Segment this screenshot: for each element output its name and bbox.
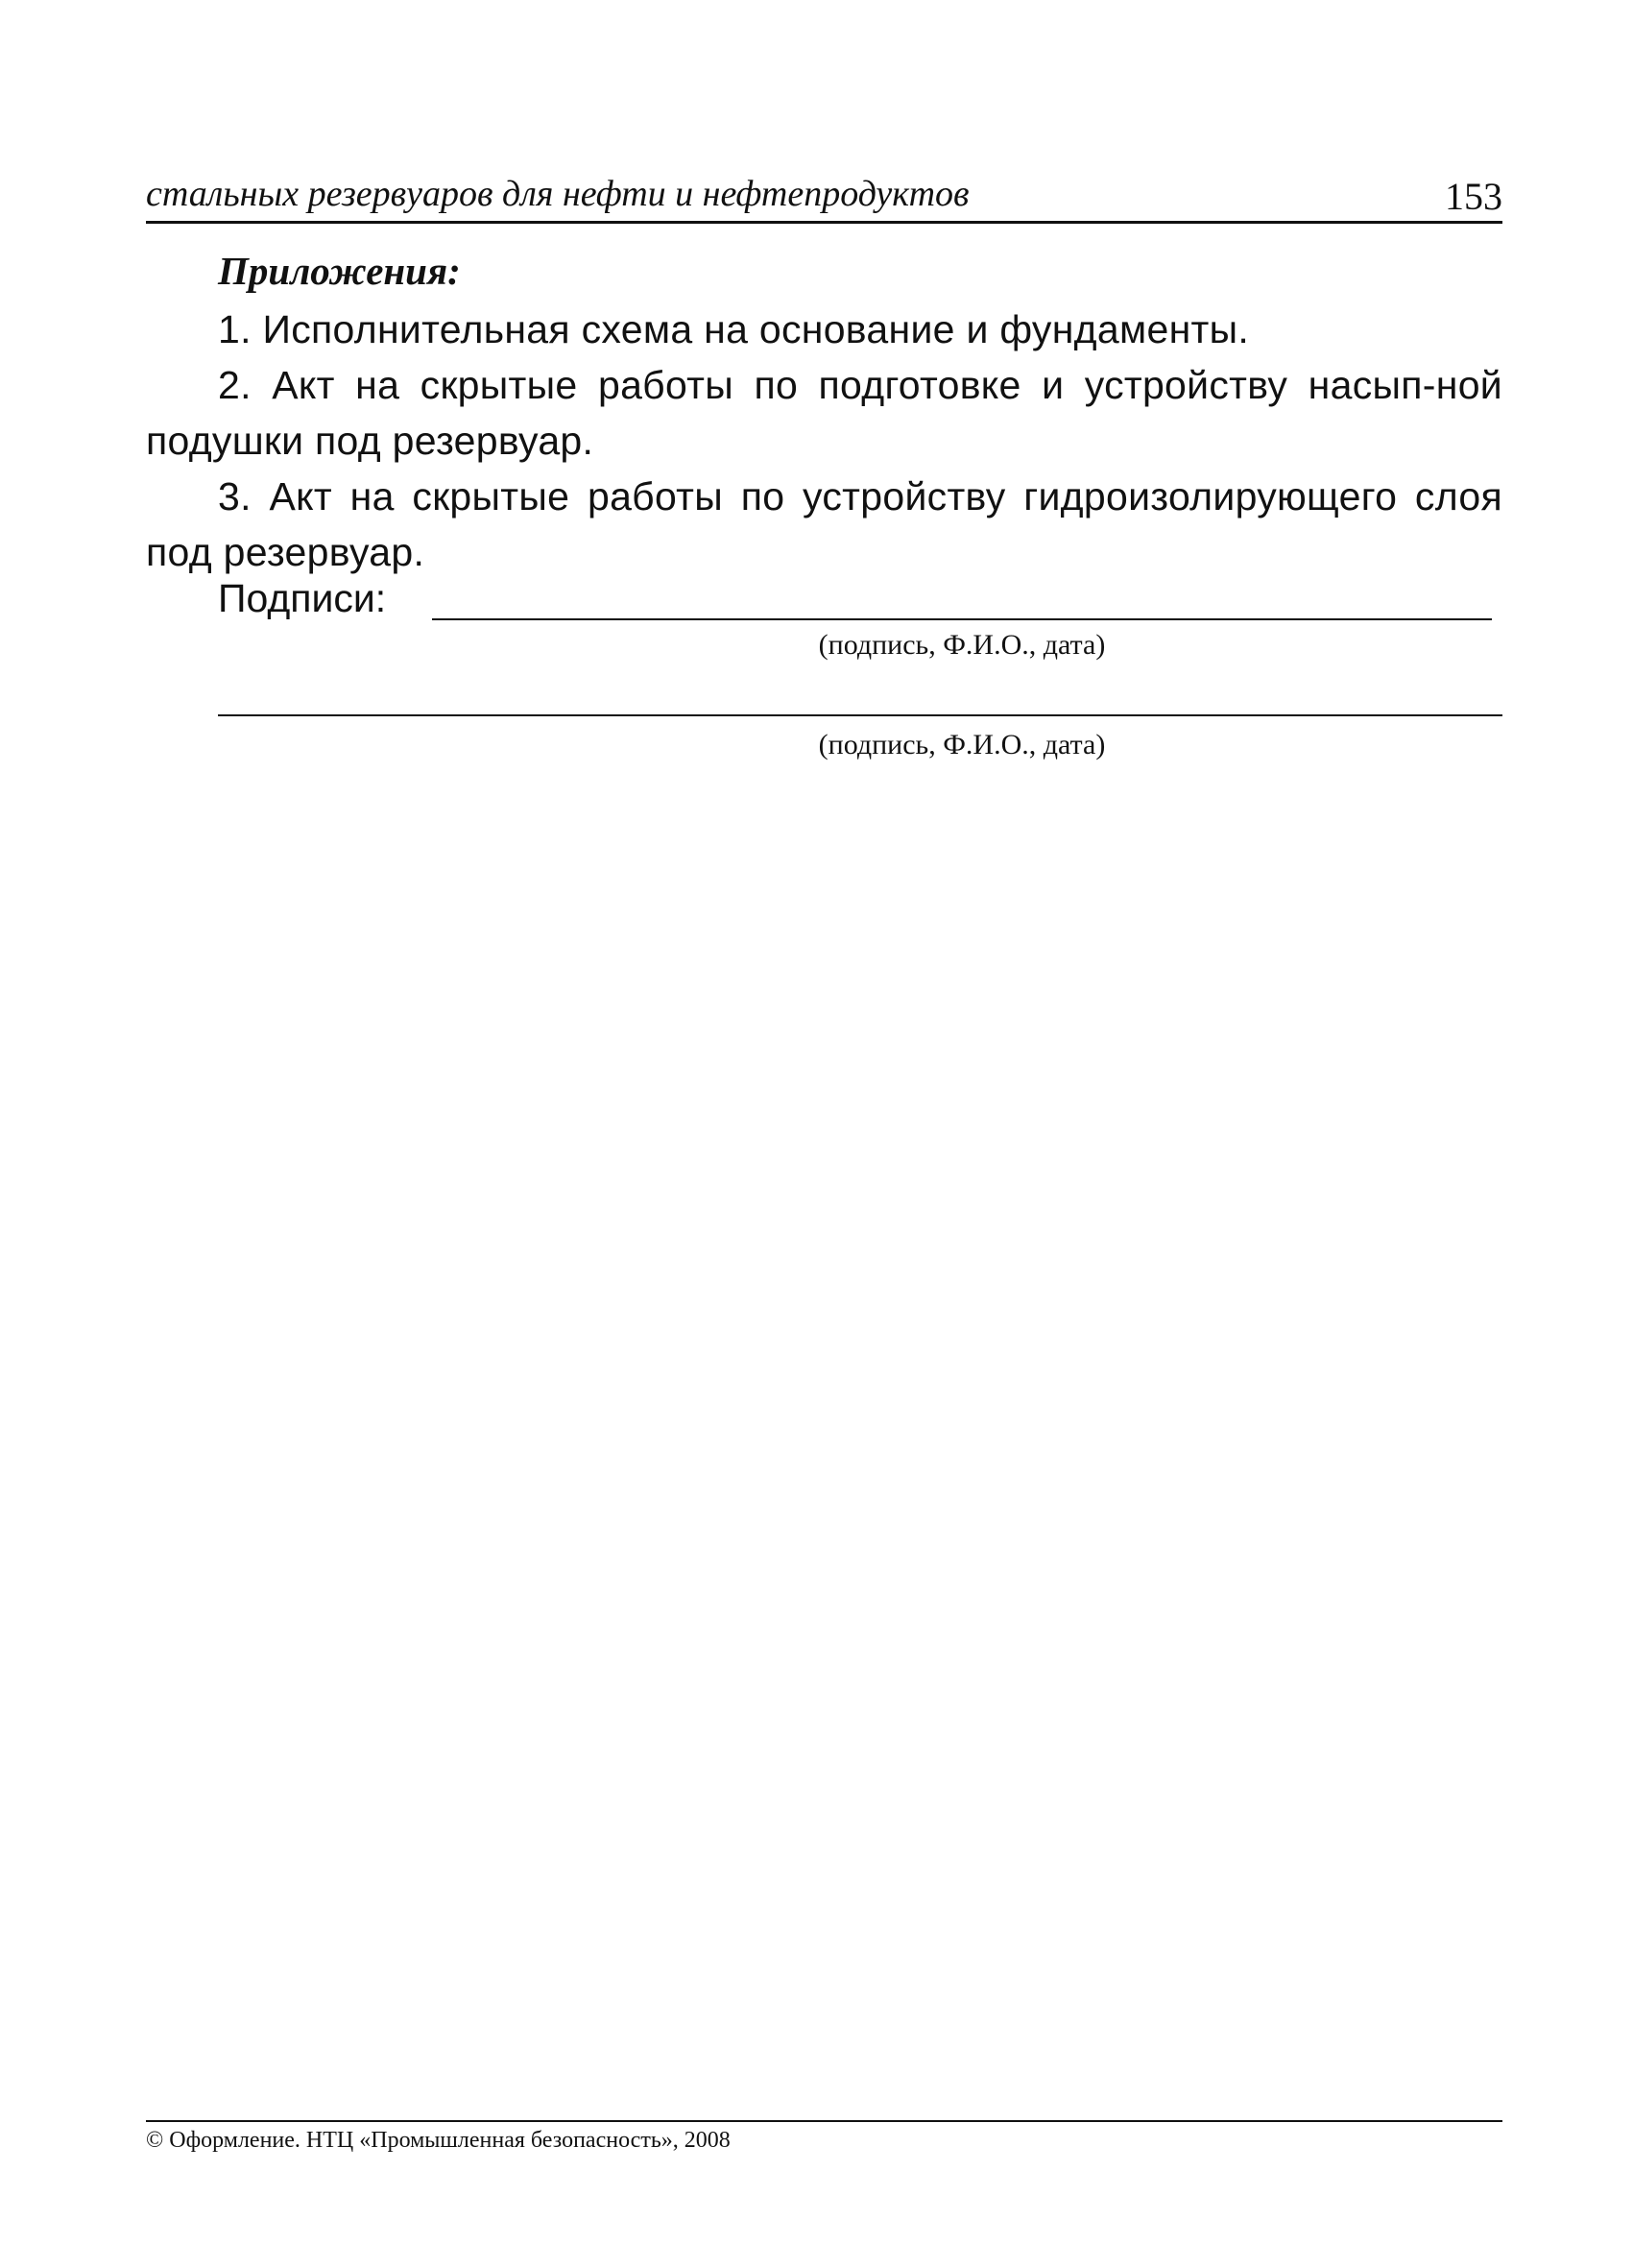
- page-number: 153: [1445, 175, 1502, 218]
- footer-copyright: © Оформление. НТЦ «Промышленная безопасность», 2008: [146, 2128, 731, 2153]
- footer-rule: [146, 2120, 1502, 2122]
- appendices-section: [146, 240, 1502, 580]
- appendix-item-1: 1. Исполнительная схема на основание и фундаменты.: [218, 307, 1250, 351]
- signature-line-1: [432, 618, 1492, 620]
- signature-caption-1: (подпись, Ф.И.О., дата): [818, 629, 1106, 661]
- signature-row-1: [146, 570, 1502, 760]
- running-title: стальных резервуаров для нефти и нефтепродуктов: [146, 174, 970, 214]
- signature-line-2: [218, 714, 1502, 716]
- signatures-label: Подписи:: [218, 576, 387, 620]
- running-header: [146, 171, 1502, 224]
- signature-caption-2: (подпись, Ф.И.О., дата): [818, 729, 1106, 760]
- signatures-block: [146, 570, 1502, 760]
- appendix-item-3: 3. Акт на скрытые работы по устройству гидроизолирующего слоя под резервуар.: [146, 474, 1502, 574]
- appendices-heading: Приложения:: [218, 249, 461, 293]
- appendix-item-2: 2. Акт на скрытые работы по подготовке и устройству насып-ной подушки под резервуар.: [146, 363, 1502, 463]
